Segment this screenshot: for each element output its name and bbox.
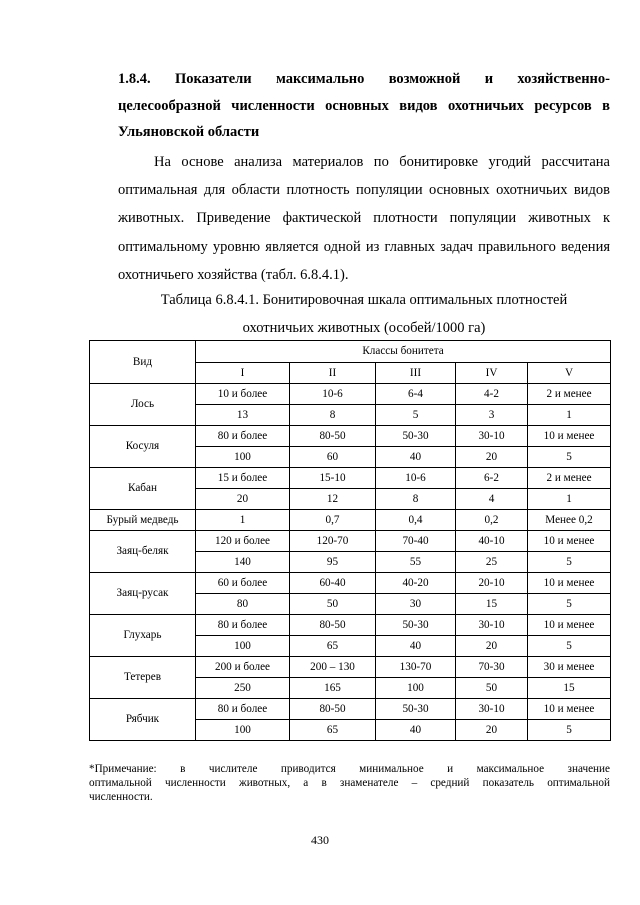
mean-cell: 40	[376, 720, 456, 741]
class-header-cell: V	[528, 363, 611, 384]
mean-cell: 20	[456, 720, 528, 741]
mean-cell: 40	[376, 447, 456, 468]
species-cell: Косуля	[90, 426, 196, 468]
classes-header: Классы бонитета	[196, 341, 611, 363]
section-heading	[118, 66, 610, 146]
range-cell: 120 и более	[196, 531, 290, 552]
mean-cell: 25	[456, 552, 528, 573]
mean-cell: 250	[196, 678, 290, 699]
bonitet-table	[89, 340, 611, 741]
class-header-cell: III	[376, 363, 456, 384]
range-cell: 6-4	[376, 384, 456, 405]
mean-cell: 50	[290, 594, 376, 615]
class-header-cell: IV	[456, 363, 528, 384]
table-row	[90, 615, 611, 636]
range-cell: 20-10	[456, 573, 528, 594]
value-cell: Менее 0,2	[528, 510, 611, 531]
range-cell: 30-10	[456, 699, 528, 720]
species-cell: Бурый медведь	[90, 510, 196, 531]
range-cell: 200 и более	[196, 657, 290, 678]
species-cell: Глухарь	[90, 615, 196, 657]
range-cell: 30-10	[456, 426, 528, 447]
table-row	[90, 699, 611, 720]
mean-cell: 50	[456, 678, 528, 699]
range-cell: 80-50	[290, 615, 376, 636]
paragraph-line: На основе анализа материалов по бонитировке угодий рассчитана	[154, 154, 610, 170]
mean-cell: 5	[376, 405, 456, 426]
range-cell: 10 и более	[196, 384, 290, 405]
class-header-cell: II	[290, 363, 376, 384]
heading-line: целесообразной численности основных видов охотничьих ресурсов в	[118, 97, 610, 114]
range-cell: 40-20	[376, 573, 456, 594]
mean-cell: 1	[528, 489, 611, 510]
table-row	[90, 426, 611, 447]
value-cell: 0,4	[376, 510, 456, 531]
mean-cell: 95	[290, 552, 376, 573]
species-cell: Лось	[90, 384, 196, 426]
range-cell: 60 и более	[196, 573, 290, 594]
range-cell: 120-70	[290, 531, 376, 552]
range-cell: 80 и более	[196, 426, 290, 447]
mean-cell: 100	[376, 678, 456, 699]
range-cell: 70-30	[456, 657, 528, 678]
species-header: Вид	[90, 341, 196, 384]
range-cell: 50-30	[376, 699, 456, 720]
range-cell: 10-6	[376, 468, 456, 489]
range-cell: 80 и более	[196, 615, 290, 636]
mean-cell: 30	[376, 594, 456, 615]
range-cell: 80-50	[290, 699, 376, 720]
table-caption	[118, 286, 610, 342]
mean-cell: 5	[528, 447, 611, 468]
table-row	[90, 657, 611, 678]
footnote-line: численности.	[89, 791, 153, 803]
range-cell: 50-30	[376, 615, 456, 636]
page-number: 430	[311, 833, 329, 847]
table-row	[90, 573, 611, 594]
mean-cell: 40	[376, 636, 456, 657]
mean-cell: 5	[528, 636, 611, 657]
mean-cell: 5	[528, 552, 611, 573]
mean-cell: 5	[528, 720, 611, 741]
range-cell: 60-40	[290, 573, 376, 594]
range-cell: 15 и более	[196, 468, 290, 489]
mean-cell: 15	[456, 594, 528, 615]
mean-cell: 8	[290, 405, 376, 426]
table-footnote	[89, 762, 610, 804]
mean-cell: 5	[528, 594, 611, 615]
range-cell: 15-10	[290, 468, 376, 489]
table-row	[90, 468, 611, 489]
range-cell: 10 и менее	[528, 615, 611, 636]
table-row	[90, 384, 611, 405]
paragraph-line: охотничьего хозяйства (табл. 6.8.4.1).	[118, 266, 349, 283]
heading-line: Ульяновской области	[118, 124, 260, 140]
value-cell: 0,2	[456, 510, 528, 531]
species-cell: Тетерев	[90, 657, 196, 699]
species-cell: Заяц-беляк	[90, 531, 196, 573]
class-header-cell: I	[196, 363, 290, 384]
range-cell: 80 и более	[196, 699, 290, 720]
species-cell: Рябчик	[90, 699, 196, 741]
range-cell: 30-10	[456, 615, 528, 636]
mean-cell: 20	[456, 636, 528, 657]
mean-cell: 80	[196, 594, 290, 615]
paragraph-line: животных. Приведение фактической плотности популяции животных к	[118, 210, 610, 227]
range-cell: 10 и менее	[528, 426, 611, 447]
mean-cell: 20	[456, 447, 528, 468]
mean-cell: 8	[376, 489, 456, 510]
mean-cell: 165	[290, 678, 376, 699]
body-paragraph	[118, 148, 610, 289]
range-cell: 130-70	[376, 657, 456, 678]
range-cell: 10 и менее	[528, 573, 611, 594]
range-cell: 10-6	[290, 384, 376, 405]
range-cell: 2 и менее	[528, 468, 611, 489]
range-cell: 80-50	[290, 426, 376, 447]
range-cell: 2 и менее	[528, 384, 611, 405]
mean-cell: 4	[456, 489, 528, 510]
species-cell: Кабан	[90, 468, 196, 510]
mean-cell: 100	[196, 636, 290, 657]
table-header-row	[90, 341, 611, 363]
paragraph-line: оптимальному уровню является одной из главных задач правильного ведения	[118, 238, 610, 255]
mean-cell: 100	[196, 720, 290, 741]
mean-cell: 55	[376, 552, 456, 573]
range-cell: 30 и менее	[528, 657, 611, 678]
mean-cell: 12	[290, 489, 376, 510]
range-cell: 4-2	[456, 384, 528, 405]
range-cell: 70-40	[376, 531, 456, 552]
caption-line: охотничьих животных (особей/1000 га)	[242, 320, 486, 336]
table-row	[90, 531, 611, 552]
table-row	[90, 510, 611, 531]
value-cell: 1	[196, 510, 290, 531]
range-cell: 6-2	[456, 468, 528, 489]
mean-cell: 1	[528, 405, 611, 426]
value-cell: 0,7	[290, 510, 376, 531]
mean-cell: 3	[456, 405, 528, 426]
mean-cell: 140	[196, 552, 290, 573]
range-cell: 50-30	[376, 426, 456, 447]
species-cell: Заяц-русак	[90, 573, 196, 615]
mean-cell: 60	[290, 447, 376, 468]
mean-cell: 15	[528, 678, 611, 699]
caption-line: Таблица 6.8.4.1. Бонитировочная шкала оптимальных плотностей	[160, 292, 568, 308]
mean-cell: 65	[290, 720, 376, 741]
range-cell: 200 – 130	[290, 657, 376, 678]
mean-cell: 13	[196, 405, 290, 426]
mean-cell: 65	[290, 636, 376, 657]
paragraph-line: оптимальная для области плотность популяции основных охотничьих видов	[118, 182, 610, 199]
footnote-line: *Примечание: в числителе приводится минимальное и максимальное значение	[89, 763, 610, 775]
footnote-line: оптимальной численности животных, а в знаменателе – средний показатель оптимальной	[89, 777, 610, 789]
mean-cell: 20	[196, 489, 290, 510]
range-cell: 40-10	[456, 531, 528, 552]
heading-line: 1.8.4. Показатели максимально возможной и хозяйственно-	[118, 71, 610, 87]
range-cell: 10 и менее	[528, 531, 611, 552]
mean-cell: 100	[196, 447, 290, 468]
range-cell: 10 и менее	[528, 699, 611, 720]
